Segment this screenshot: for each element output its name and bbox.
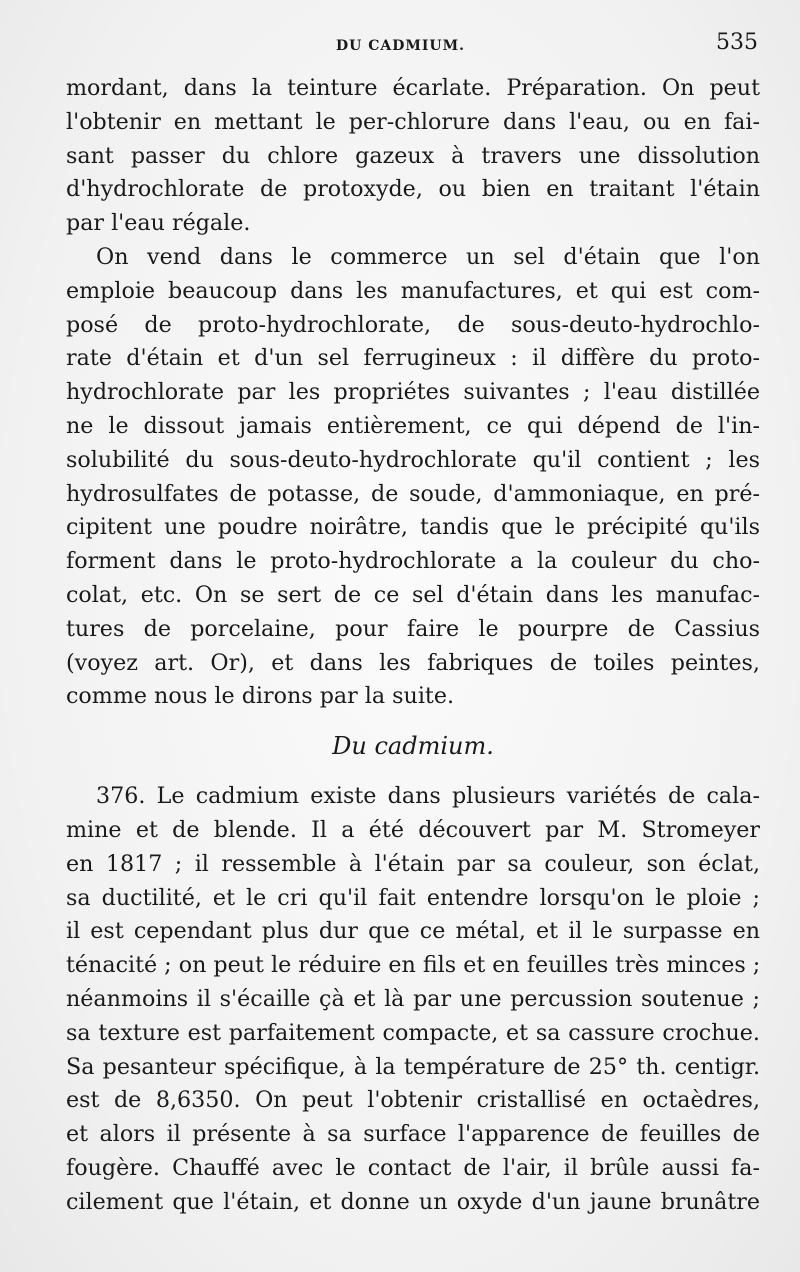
text-line: mine et de blende. Il a été découvert par M. Stromeyer — [66, 816, 760, 843]
text-line: sant passer du chlore gazeux à travers une dissolution — [66, 142, 760, 169]
paragraph-1 — [66, 72, 760, 241]
text-line: (voyez art. Or), et dans les fabriques de toiles peintes, — [66, 649, 760, 676]
text-line: néanmoins il s'écaille çà et là par une percussion soutenue ; — [66, 985, 760, 1012]
text-line: Sa pesanteur spécifique, à la température de 25° th. centigr. — [66, 1053, 760, 1080]
text-line: en 1817 ; il ressemble à l'étain par sa couleur, son éclat, — [66, 850, 760, 877]
body-text — [66, 72, 760, 1220]
text-line: rate d'étain et d'un sel ferrugineux : il diffère du proto- — [66, 345, 760, 372]
text-line: On vend dans le commerce un sel d'étain que l'on — [96, 243, 760, 270]
text-line: ne le dissout jamais entièrement, ce qui dépend de l'in- — [66, 412, 760, 439]
text-line: posé de proto-hydrochlorate, de sous-deuto-hydrochlo- — [66, 311, 760, 338]
text-line: sa texture est parfaitement compacte, et sa cassure crochue. — [66, 1019, 760, 1046]
paragraph-2 — [66, 241, 760, 714]
text-line: mordant, dans la teinture écarlate. Préparation. On peut — [66, 75, 760, 101]
text-line: hydrosulfates de potasse, de soude, d'ammoniaque, en pré- — [66, 480, 760, 507]
text-line: sa ductilité, et le cri qu'il fait entendre lorsqu'on le ploie ; — [66, 884, 760, 911]
text-line: d'hydrochlorate de protoxyde, ou bien en traitant l'étain — [66, 176, 760, 203]
text-line: solubilité du sous-deuto-hydrochlorate qu'il contient ; les — [66, 446, 760, 473]
paragraph-3 — [66, 780, 760, 1219]
text-line: est de 8,6350. On peut l'obtenir cristallisé en octaèdres, — [66, 1087, 760, 1114]
text-line: ténacité ; on peut le réduire en fils et en feuilles très minces ; — [66, 952, 761, 979]
text-line: hydrochlorate par les propriétes suivantes ; l'eau distillée — [66, 379, 760, 406]
running-head — [66, 30, 760, 66]
text-line: par l'eau régale. — [66, 210, 251, 237]
section-heading: Du cadmium. — [332, 732, 494, 761]
text-line: cipitent une poudre noirâtre, tandis que le précipité qu'ils — [66, 514, 760, 541]
text-line: et alors il présente à sa surface l'apparence de feuilles de — [66, 1121, 760, 1148]
text-line: fougère. Chauffé avec le contact de l'air, il brûle aussi fa- — [66, 1154, 760, 1181]
text-line: forment dans le proto-hydrochlorate a la couleur du cho- — [66, 548, 760, 575]
running-title: DU CADMIUM. — [336, 38, 465, 54]
text-line: 376. Le cadmium existe dans plusieurs variétés de cala- — [96, 783, 760, 810]
text-line: comme nous le dirons par la suite. — [66, 683, 455, 710]
text-line: l'obtenir en mettant le per-chlorure dans l'eau, ou en fai- — [66, 108, 760, 135]
text-line: emploie beaucoup dans les manufactures, et qui est com- — [66, 277, 760, 304]
page-number: 535 — [716, 30, 758, 55]
text-line: tures de porcelaine, pour faire le pourpre de Cassius — [66, 615, 760, 642]
text-line: il est cependant plus dur que ce métal, et il le surpasse en — [66, 918, 760, 945]
text-line: colat, etc. On se sert de ce sel d'étain dans les manufac- — [66, 581, 760, 608]
text-line: cilement que l'étain, et donne un oxyde d'un jaune brunâtre — [66, 1188, 760, 1215]
